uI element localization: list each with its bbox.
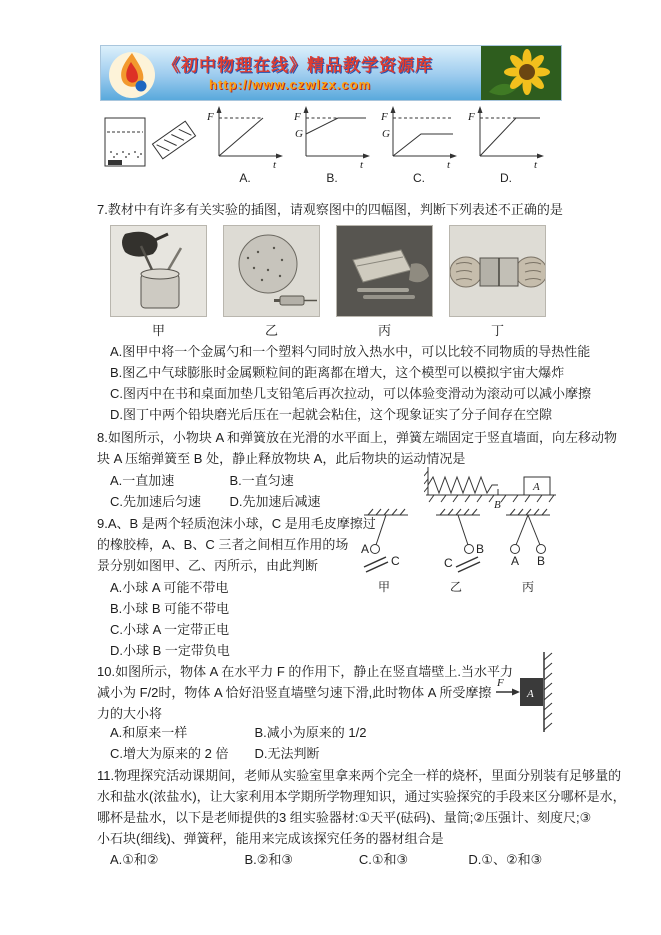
q7-stem bbox=[97, 199, 565, 220]
g-mark-label: G bbox=[295, 128, 303, 140]
q10-wall-block-diagram bbox=[492, 648, 560, 741]
q10-block-a-label: A bbox=[527, 688, 534, 700]
q9-ball-a-label: A bbox=[361, 542, 370, 556]
banner-title: 《初中物理在线》精品教学资源库 bbox=[163, 56, 433, 75]
q7-photo-spoons-in-hot-water bbox=[110, 225, 207, 317]
figure-label-bing: 丙 bbox=[377, 323, 391, 338]
q8-option-d: D.先加速后减速 bbox=[229, 494, 321, 509]
q11-option-a: A.①和② bbox=[110, 852, 159, 867]
q9-option-b: B.小球 B 可能不带电 bbox=[110, 601, 230, 616]
q11-option-c: C.①和③ bbox=[358, 852, 409, 867]
q9-electrostatics-diagram bbox=[356, 505, 561, 602]
q7-figures bbox=[110, 225, 546, 317]
figure-label-yi: 乙 bbox=[264, 323, 278, 338]
graph-option-a bbox=[205, 104, 285, 185]
q9-rod-c-label: C bbox=[391, 554, 400, 568]
figure-label-jia: 甲 bbox=[151, 323, 165, 338]
q8-stem-line1: 8.如图所示，小物块 A 和弹簧放在光滑的水平面上，弹簧左端固定于竖直墙面，向左移动物 bbox=[97, 430, 618, 445]
site-banner bbox=[100, 45, 562, 101]
flame-logo-icon bbox=[107, 49, 157, 99]
q9-panel-label-yi: 乙 bbox=[450, 580, 463, 594]
q10-stem-line2: 减小为 F/2时，物体 A 恰好沿竖直墙壁匀速下滑,此时物体 A 所受摩擦 bbox=[97, 685, 492, 700]
graph-label-a: A. bbox=[239, 171, 251, 185]
graph-option-c bbox=[379, 104, 459, 185]
x-axis-label: t bbox=[534, 159, 538, 170]
graph-label-c: C. bbox=[413, 171, 425, 185]
q10-option-d: D.无法判断 bbox=[254, 746, 320, 761]
graph-option-d bbox=[466, 104, 546, 185]
x-axis-label: t bbox=[447, 159, 451, 170]
graph-label-d: D. bbox=[500, 171, 512, 185]
q9-option-a: A.小球 A 可能不带电 bbox=[110, 580, 229, 595]
y-axis-label: F bbox=[381, 111, 388, 123]
container-figures bbox=[102, 110, 202, 174]
q11-stem-line1: 11.物理探究活动课期间，老师从实验室里拿来两个完全一样的烧杯，里面分别装有足够量的 bbox=[97, 768, 622, 783]
q7-figure-labels bbox=[110, 320, 546, 339]
q11-stem-line4: 小石块(细线)、弹簧秤，能用来完成该探究任务的器材组合是 bbox=[97, 831, 444, 846]
x-axis-label: t bbox=[273, 159, 277, 170]
q10-options bbox=[110, 722, 366, 764]
q11-option-b: B.②和③ bbox=[244, 852, 294, 867]
q7-option-d: D.图丁中两个铅块磨光后压在一起就会粘住，这个现象证实了分子间存在空隙 bbox=[110, 407, 553, 422]
q7-stem-text: 7.教材中有许多有关实验的插图，请观察图中的四幅图，判断下列表述不正确的是 bbox=[97, 202, 563, 217]
graph-strip bbox=[100, 104, 562, 192]
q11-stem-line2: 水和盐水(浓盐水)，让大家利用本学期所学物理知识，通过实验探究的手段来区分哪杯是水， bbox=[97, 789, 626, 804]
banner-url-link[interactable]: http://www.czwlzx.com bbox=[209, 77, 372, 92]
q9-panel-label-jia: 甲 bbox=[378, 580, 391, 594]
q11-options bbox=[110, 849, 542, 870]
q8-option-b: B.一直匀速 bbox=[229, 473, 294, 488]
y-axis-label: F bbox=[468, 111, 475, 123]
q7-options bbox=[110, 341, 591, 425]
q8-position-b-label: B bbox=[494, 499, 501, 509]
q9-stem-line3: 景分别如图甲、乙、丙所示，由此判断 bbox=[97, 558, 319, 573]
q10-force-f-label: F bbox=[497, 677, 504, 689]
q9-option-c: C.小球 A 一定带正电 bbox=[110, 622, 230, 637]
q9-ball-a-label: A bbox=[511, 554, 520, 568]
q9-option-d: D.小球 B 一定带负电 bbox=[110, 643, 230, 658]
graph-label-b: B. bbox=[326, 171, 338, 185]
q9-stem-line1: 9.A、B 是两个轻质泡沫小球，C 是用毛皮摩擦过 bbox=[97, 516, 376, 531]
q9-options bbox=[110, 577, 230, 661]
q11-stem-line3: 哪杯是盐水，以下是老师提供的3 组实验器材:①天平(砝码)、量筒;②压强计、刻度尺;③ bbox=[97, 810, 592, 825]
q7-option-a: A.图甲中将一个金属勺和一个塑料勺同时放入热水中，可以比较不同物质的导热性能 bbox=[110, 344, 591, 359]
x-axis-label: t bbox=[360, 159, 364, 170]
q8-stem-line2: 块 A 压缩弹簧至 B 处，静止释放物块 A，此后物块的运动情况是 bbox=[97, 451, 466, 466]
q7-photo-lead-blocks-hands bbox=[449, 225, 546, 317]
q7-photo-book-pencils-friction bbox=[336, 225, 433, 317]
q7-option-b: B.图乙中气球膨胀时金属颗粒间的距离都在增大，这个模型可以模拟宇宙大爆炸 bbox=[110, 365, 565, 380]
sunflower-image bbox=[481, 46, 561, 101]
q11-option-d: D.①、②和③ bbox=[468, 852, 543, 867]
graph-option-b bbox=[292, 104, 372, 185]
figure-label-ding: 丁 bbox=[490, 323, 504, 338]
y-axis-label: F bbox=[207, 111, 214, 123]
q10-option-b: B.减小为原来的 1/2 bbox=[254, 725, 367, 740]
q8-options bbox=[110, 470, 320, 512]
q11-stem bbox=[97, 765, 626, 849]
g-mark-label: G bbox=[382, 128, 390, 140]
q10-option-a: A.和原来一样 bbox=[110, 725, 188, 740]
q8-option-c: C.先加速后匀速 bbox=[110, 494, 202, 509]
y-axis-label: F bbox=[294, 111, 301, 123]
q9-ball-b-label: B bbox=[537, 554, 546, 568]
q7-option-c: C.图丙中在书和桌面加垫几支铅笔后再次拉动，可以体验变滑动为滚动可以减小摩擦 bbox=[110, 386, 592, 401]
q8-block-a-label: A bbox=[533, 481, 540, 493]
q8-option-a: A.一直加速 bbox=[110, 473, 175, 488]
q10-stem bbox=[97, 661, 514, 724]
q10-stem-line3: 力的大小将 bbox=[97, 706, 163, 721]
q7-photo-balloon-universe-model bbox=[223, 225, 320, 317]
q9-stem-line2: 的橡胶棒，A、B、C 三者之间相互作用的场 bbox=[97, 537, 349, 552]
q9-ball-b-label: B bbox=[476, 542, 485, 556]
q9-panel-label-bing: 丙 bbox=[522, 580, 535, 594]
q10-option-c: C.增大为原来的 2 倍 bbox=[110, 746, 229, 761]
q9-rod-c-label: C bbox=[444, 556, 453, 570]
q10-stem-line1: 10.如图所示，物体 A 在水平力 F 的作用下，静止在竖直墙壁上.当水平力 bbox=[97, 664, 514, 679]
